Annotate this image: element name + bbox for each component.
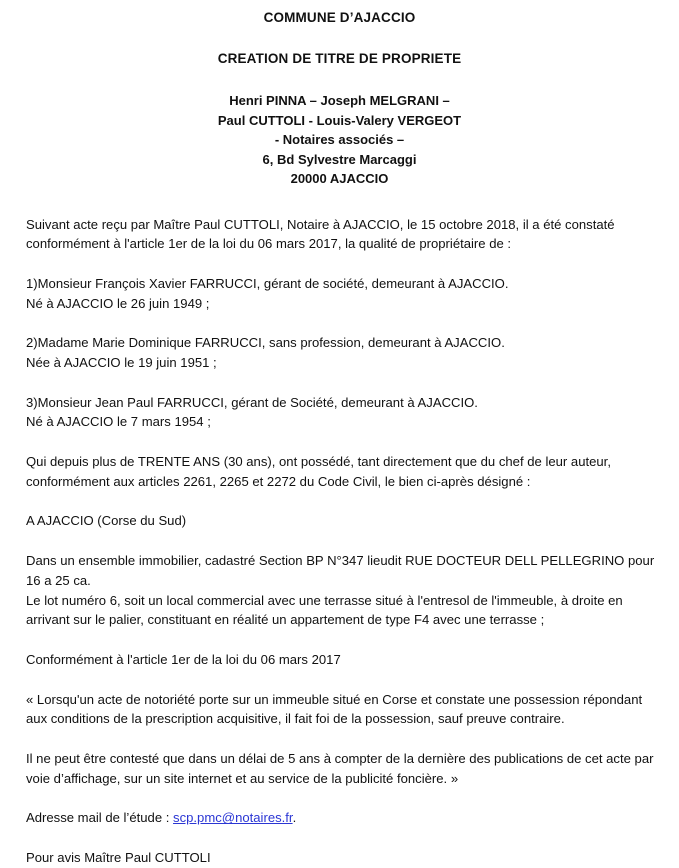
paragraph-intro: Suivant acte reçu par Maître Paul CUTTOLI, Notaire à AJACCIO, le 15 octobre 2018, il a été constaté conformément à l'article 1er de la loi du 06 mars 2017, la qualité de propriétaire de : [26, 216, 615, 252]
paragraph-signature: Pour avis Maître Paul CUTTOLI [26, 850, 211, 865]
paragraph-conformity: Conformément à l'article 1er de la loi du 06 mars 2017 [26, 652, 341, 668]
notaries-line-1: Henri PINNA – Joseph MELGRANI – [229, 93, 450, 108]
paragraph-legal-quote-1: « Lorsqu'un acte de notoriété porte sur un immeuble situé en Corse et constate une possession répondant aux conditions de la prescription acquisitive, il fait foi de la possession, sauf preuve contraire. [26, 691, 643, 727]
paragraph-property-description [26, 551, 655, 630]
paragraph-owner-1 [26, 274, 655, 314]
document-subtitle: CREATION DE TITRE DE PROPRIETE [217, 51, 462, 66]
notaries-address-street: 6, Bd Sylvestre Marcaggi [262, 151, 417, 167]
document-heading [0, 0, 679, 189]
owner-3-birth: Né à AJACCIO le 7 mars 1954 ; [26, 414, 211, 430]
paragraph-location: A AJACCIO (Corse du Sud) [26, 513, 187, 529]
paragraph-email [26, 808, 655, 828]
notaries-line-3: - Notaires associés – [274, 132, 405, 147]
email-link[interactable]: scp.pmc@notaires.fr [173, 810, 293, 826]
owner-1-identity: 1)Monsieur François Xavier FARRUCCI, gérant de société, demeurant à AJACCIO. [26, 275, 509, 291]
paragraph-possession: Qui depuis plus de TRENTE ANS (30 ans), ont possédé, tant directement que du chef de leur auteur, conformément aux articles 2261, 2265 et 2272 du Code Civil, le bien ci-après désigné : [26, 454, 611, 489]
email-label: Adresse mail de l’étude : [26, 810, 174, 826]
owner-2-birth: Née à AJACCIO le 19 juin 1951 ; [26, 355, 217, 371]
notaries-line-2: Paul CUTTOLI - Louis-Valery VERGEOT [217, 112, 462, 128]
owner-1-birth: Né à AJACCIO le 26 juin 1949 ; [26, 295, 210, 311]
notaries-address-city: 20000 AJACCIO [290, 171, 389, 186]
paragraph-owner-3 [26, 393, 655, 433]
owner-3-identity: 3)Monsieur Jean Paul FARRUCCI, gérant de Société, demeurant à AJACCIO. [26, 394, 478, 410]
owner-2-identity: 2)Madame Marie Dominique FARRUCCI, sans profession, demeurant à AJACCIO. [26, 335, 505, 351]
property-cadastral-reference: Dans un ensemble immobilier, cadastré Section BP N°347 lieudit RUE DOCTEUR DELL PELLEGRINO pour 16 a 25 ca. [26, 553, 655, 588]
email-trailing-period: . [292, 810, 297, 826]
notaries-block [0, 69, 679, 189]
paragraph-legal-quote-2: Il ne peut être contesté que dans un délai de 5 ans à compter de la dernière des publications de cet acte par voie d’affichage, sur un site internet et au service de la publicité foncière. » [26, 751, 654, 786]
paragraph-owner-2 [26, 333, 655, 373]
page-title: COMMUNE D’AJACCIO [263, 10, 416, 25]
document-body [0, 215, 679, 868]
property-lot-details: Le lot numéro 6, soit un local commercial avec une terrasse situé à l'entresol de l'immeuble, à droite en arrivant sur le palier, constituant en réalité un appartement de type F4 avec une terrasse ; [26, 592, 623, 628]
